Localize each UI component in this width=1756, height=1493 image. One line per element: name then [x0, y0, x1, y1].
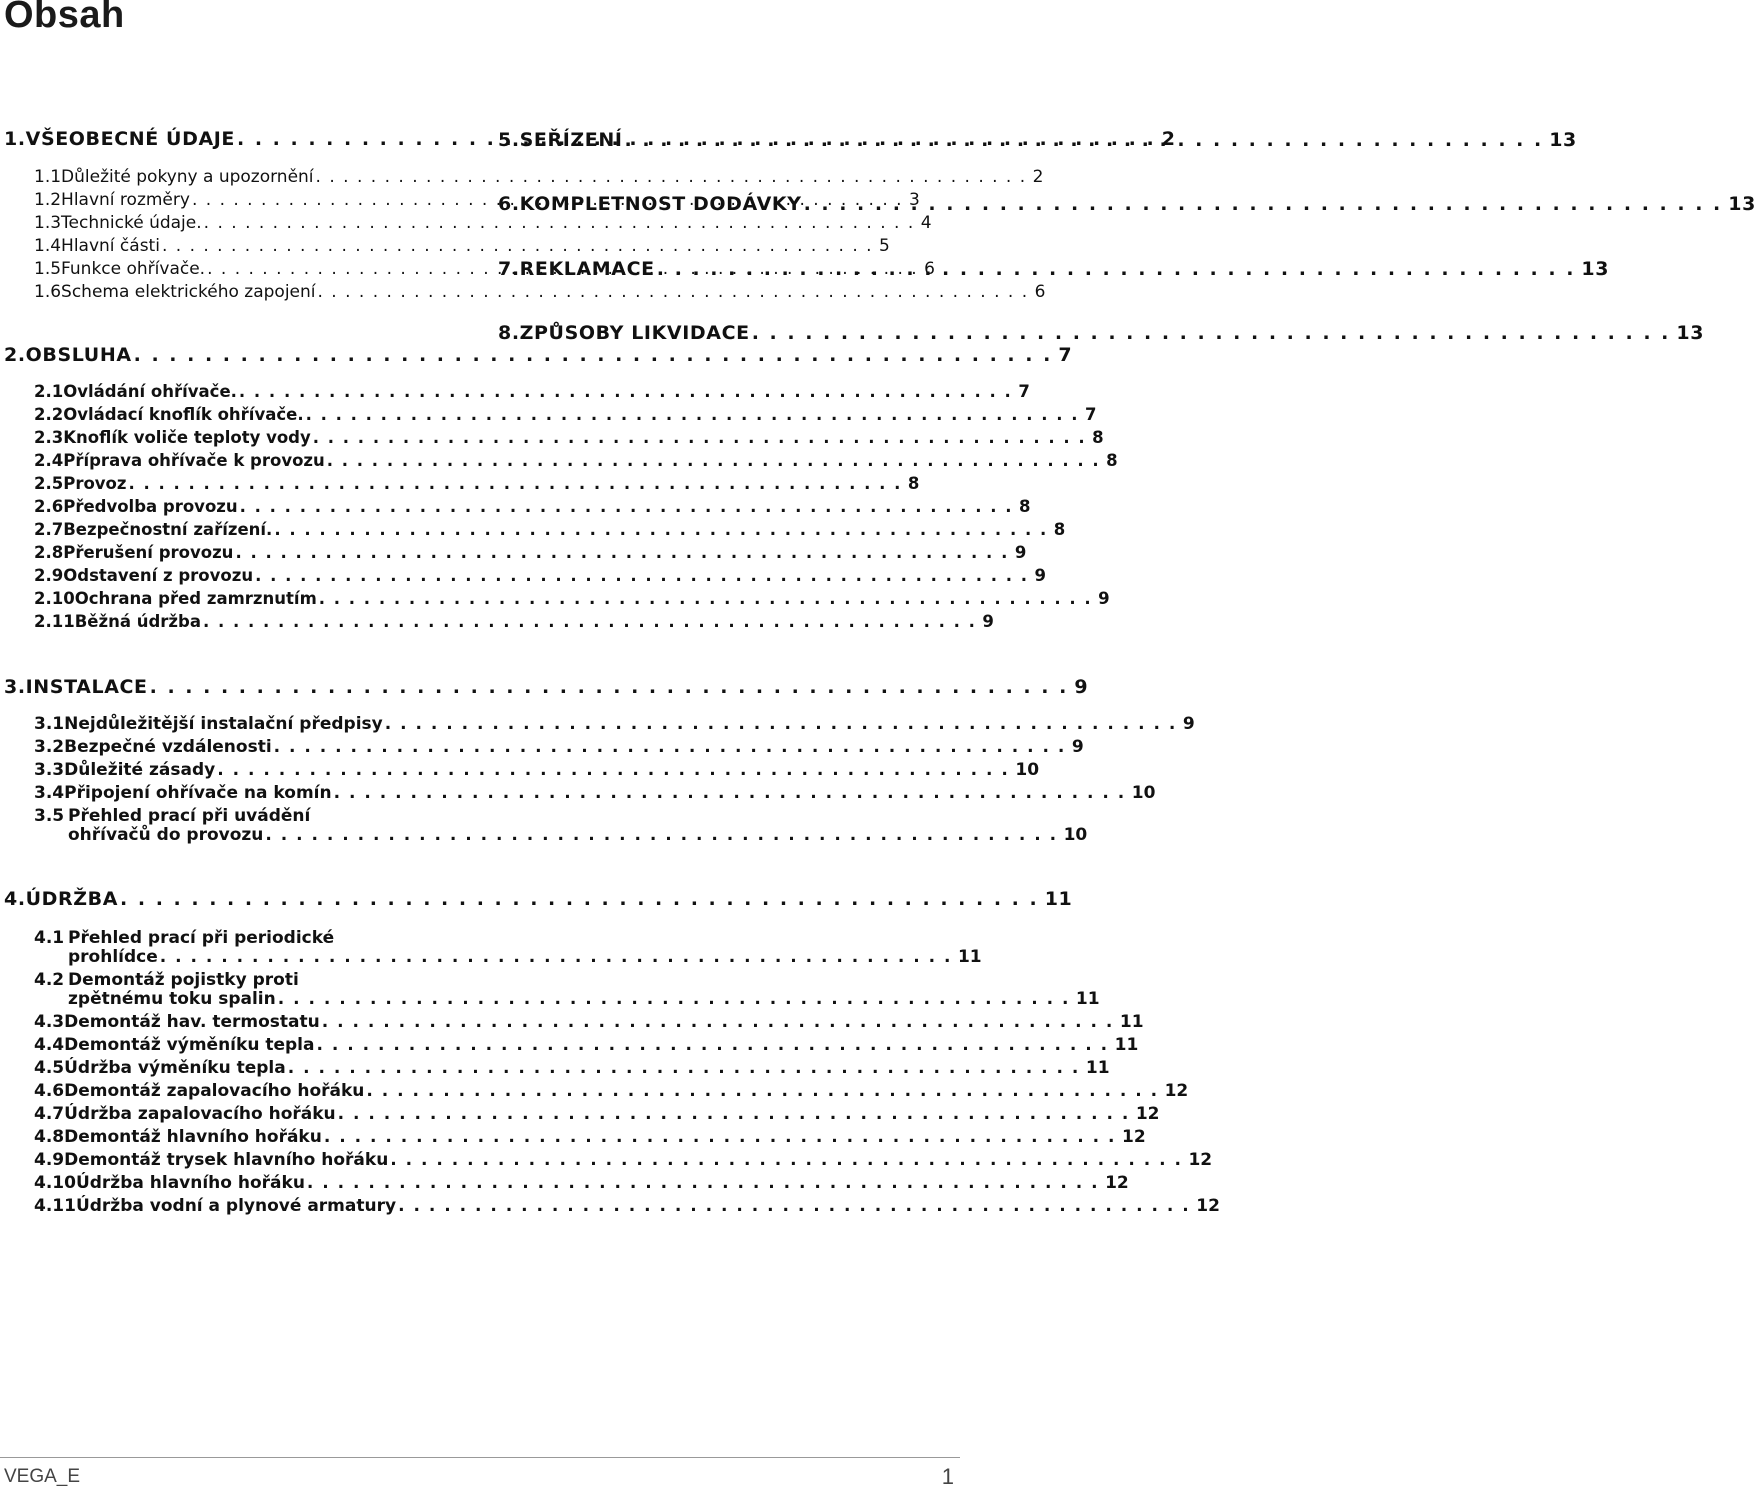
dot-leader: [215, 760, 1015, 780]
dot-leader: [148, 676, 1075, 698]
dot-leader: [336, 1104, 1136, 1124]
toc-label: Ochrana před zamrznutím: [74, 589, 317, 608]
toc-page: 13: [1581, 258, 1610, 280]
toc-number: 8.: [498, 322, 520, 344]
toc-number: 2.4: [34, 451, 64, 470]
toc-label: Běžná údržba: [74, 612, 201, 631]
toc-number: 3.4: [34, 783, 65, 803]
toc-item-4-1-line1[interactable]: [34, 928, 334, 948]
toc-page: 11: [1119, 1012, 1144, 1032]
toc-number: 4.2: [34, 970, 65, 990]
toc-label: REKLAMACE: [519, 258, 655, 280]
dot-leader: [118, 888, 1045, 910]
toc-page: 8: [1092, 428, 1104, 447]
dot-leader: [623, 129, 1550, 151]
toc-label: Důležité pokyny a upozornění: [61, 167, 314, 187]
toc-number: 1.1: [34, 167, 62, 187]
toc-label: Odstavení z provozu: [63, 566, 254, 585]
toc-item-3-5-line2[interactable]: [68, 825, 1088, 851]
toc-page: 12: [1188, 1150, 1213, 1170]
toc-label: KOMPLETNOST DODÁVKY: [519, 193, 802, 215]
footer-divider: [0, 1457, 960, 1458]
toc-page: 12: [1164, 1081, 1189, 1101]
dot-leader: [237, 382, 1018, 401]
dot-leader: [364, 1081, 1164, 1101]
toc-number: 7.: [498, 258, 520, 280]
toc-label: Údržba hlavního hořáku: [75, 1173, 305, 1193]
toc-label: Údržba výměníku tepla: [64, 1058, 286, 1078]
toc-page: 12: [1122, 1127, 1146, 1147]
toc-number: 6.: [498, 193, 520, 215]
toc-label: ZPŮSOBY LIKVIDACE: [519, 322, 750, 344]
toc-number: 2.11: [34, 612, 75, 631]
toc-number: 4.4: [34, 1035, 65, 1055]
toc-label: Demontáž pojistky proti: [68, 970, 299, 990]
dot-leader: [314, 167, 1033, 187]
dot-leader: [311, 428, 1092, 447]
toc-page: 8: [1106, 451, 1118, 470]
toc-label: zpětnému toku spalin: [68, 989, 276, 1009]
toc-label: Hlavní rozměry: [61, 190, 190, 210]
toc-number: 1.2: [34, 190, 62, 210]
toc-label: OBSLUHA: [25, 344, 132, 366]
dot-leader: [383, 714, 1183, 734]
dot-leader: [314, 1035, 1114, 1055]
toc-page: 10: [1015, 760, 1040, 780]
toc-page: 9: [1071, 737, 1084, 757]
dot-leader: [201, 612, 982, 631]
toc-label: Připojení ohřívače na komín: [64, 783, 332, 803]
toc-label: Ovládání ohřívače.: [63, 382, 237, 401]
toc-label: ohřívačů do provozu: [68, 825, 264, 845]
toc-page: 8: [1053, 520, 1066, 539]
dot-leader: [320, 1012, 1120, 1032]
toc-number: 4.3: [34, 1012, 65, 1032]
toc-number: 2.5: [34, 474, 64, 493]
dot-leader: [316, 282, 1035, 302]
toc-label: Knoflík voliče teploty vody: [63, 428, 311, 447]
toc-page: 3: [909, 190, 920, 210]
toc-page: 9: [1098, 589, 1110, 608]
toc-page: 11: [1085, 1058, 1110, 1078]
toc-label: Provoz: [63, 474, 127, 493]
toc-number: 3.1: [34, 714, 65, 734]
toc-number: 1.4: [34, 236, 62, 256]
toc-number: 1.6: [34, 282, 62, 302]
toc-item-1-6[interactable]: [34, 282, 1046, 308]
toc-label: Předvolba provozu: [63, 497, 238, 516]
toc-page: 8: [1019, 497, 1031, 516]
toc-number: 4.7: [34, 1104, 65, 1124]
toc-label: Nejdůležitější instalační předpisy: [64, 714, 383, 734]
toc-page: 9: [982, 612, 994, 631]
toc-number: 4.6: [34, 1081, 65, 1101]
toc-number: 2.9: [34, 566, 64, 585]
toc-page: 7: [1058, 344, 1073, 366]
toc-number: 1.5: [34, 259, 62, 279]
toc-number: 3.5: [34, 806, 65, 826]
dot-leader: [304, 405, 1085, 424]
toc-chapter-3[interactable]: [4, 676, 1089, 702]
toc-page: 12: [1135, 1104, 1160, 1124]
toc-page: 9: [1014, 543, 1027, 562]
toc-label: Bezpečnostní zařízení.: [63, 520, 273, 539]
toc-number: 1.3: [34, 213, 62, 233]
dot-leader: [158, 947, 958, 967]
toc-number: 2.10: [34, 589, 75, 608]
toc-page: 9: [1074, 676, 1089, 698]
toc-page: 6: [1034, 282, 1046, 302]
toc-number: 4.10: [34, 1173, 76, 1193]
toc-label: Technické údaje.: [61, 213, 202, 233]
toc-chapter-2[interactable]: [4, 344, 1073, 370]
toc-page: 12: [1105, 1173, 1129, 1193]
toc-page: 8: [907, 474, 920, 493]
toc-page: 11: [1075, 989, 1100, 1009]
dot-leader: [802, 193, 1729, 215]
toc-label: VŠEOBECNÉ ÚDAJE: [25, 128, 236, 150]
toc-label: Přehled prací při uvádění: [68, 806, 311, 826]
toc-label: SEŘÍZENÍ: [519, 129, 623, 151]
toc-item-4-11[interactable]: [34, 1196, 1220, 1222]
toc-chapter-7[interactable]: [498, 258, 1610, 284]
toc-page: 2: [1032, 167, 1044, 187]
toc-number: 3.: [4, 676, 26, 698]
toc-number: 3.2: [34, 737, 65, 757]
toc-label: Demontáž hlavního hořáku: [64, 1127, 322, 1147]
toc-page: 13: [1728, 193, 1756, 215]
toc-page: 11: [1114, 1035, 1139, 1055]
dot-leader: [272, 737, 1072, 757]
page-title: Obsah: [4, 0, 125, 36]
toc-page: 11: [1044, 888, 1073, 910]
toc-label: Údržba zapalovacího hořáku: [64, 1104, 336, 1124]
toc-number: 2.7: [34, 520, 64, 539]
toc-number: 2.1: [34, 382, 64, 401]
toc-item-2-11[interactable]: [34, 612, 994, 638]
dot-leader: [305, 1173, 1105, 1193]
toc-label: Ovládací knoflík ohřívače.: [63, 405, 304, 424]
toc-chapter-6[interactable]: [498, 193, 1756, 219]
toc-number: 2.6: [34, 497, 64, 516]
dot-leader: [127, 474, 908, 493]
dot-leader: [322, 1127, 1122, 1147]
toc-page: 7: [1018, 382, 1030, 401]
toc-label: Příprava ohřívače k provozu: [63, 451, 325, 470]
toc-number: 4.5: [34, 1058, 65, 1078]
dot-leader: [286, 1058, 1086, 1078]
toc-chapter-5[interactable]: [498, 129, 1577, 155]
toc-number: 4.11: [34, 1196, 76, 1216]
toc-number: 4.: [4, 888, 26, 910]
dot-leader: [332, 783, 1132, 803]
toc-page: 2: [1161, 128, 1176, 150]
dot-leader: [325, 451, 1106, 470]
dot-leader: [317, 589, 1098, 608]
toc-page: 4: [920, 213, 932, 233]
toc-page: 11: [957, 947, 982, 967]
toc-page: 9: [1182, 714, 1195, 734]
toc-number: 2.8: [34, 543, 64, 562]
toc-page: 13: [1676, 322, 1705, 344]
footer-page-number: 1: [941, 1464, 954, 1489]
toc-page: 10: [1063, 825, 1088, 845]
toc-number: 3.3: [34, 760, 65, 780]
toc-page: 5: [879, 236, 890, 256]
toc-number: 2.2: [34, 405, 64, 424]
toc-label: Bezpečné vzdálenosti: [64, 737, 272, 757]
toc-chapter-4[interactable]: [4, 888, 1073, 914]
toc-label: Údržba vodní a plynové armatury: [75, 1196, 397, 1216]
toc-page: 13: [1549, 129, 1577, 151]
toc-chapter-8[interactable]: [498, 322, 1705, 348]
toc-label: prohlídce: [68, 947, 158, 967]
toc-number: 4.9: [34, 1150, 65, 1170]
toc-page: 10: [1131, 783, 1156, 803]
dot-leader: [238, 497, 1019, 516]
dot-leader: [233, 543, 1014, 562]
toc-label: Demontáž výměníku tepla: [64, 1035, 315, 1055]
dot-leader: [388, 1150, 1188, 1170]
dot-leader: [253, 566, 1034, 585]
dot-leader: [272, 520, 1053, 539]
dot-leader: [160, 236, 879, 256]
dot-leader: [655, 258, 1582, 280]
toc-item-3-5-line1[interactable]: [34, 806, 310, 826]
toc-label: Schema elektrického zapojení: [61, 282, 316, 302]
toc-label: Funkce ohřívače.: [61, 259, 206, 279]
toc-number: 2.: [4, 344, 26, 366]
toc-number: 4.1: [34, 928, 65, 948]
toc-page: 6: [924, 259, 935, 279]
toc-number: 1.: [4, 128, 26, 150]
toc-label: ÚDRŽBA: [25, 888, 119, 910]
toc-label: Přerušení provozu: [63, 543, 234, 562]
toc-label: Hlavní části: [61, 236, 160, 256]
toc-label: Důležité zásady: [64, 760, 216, 780]
toc-page: 9: [1034, 566, 1046, 585]
toc-page: 7: [1085, 405, 1097, 424]
toc-page: 12: [1196, 1196, 1220, 1216]
toc-label: Demontáž trysek hlavního hořáku: [64, 1150, 389, 1170]
dot-leader: [396, 1196, 1196, 1216]
dot-leader: [276, 989, 1076, 1009]
footer-document-code: VEGA_E: [4, 1466, 81, 1487]
dot-leader: [750, 322, 1677, 344]
toc-number: 5.: [498, 129, 520, 151]
toc-label: Demontáž zapalovacího hořáku: [64, 1081, 365, 1101]
toc-item-4-2-line1[interactable]: [34, 970, 299, 990]
toc-label: Přehled prací při periodické: [68, 928, 335, 948]
toc-label: INSTALACE: [25, 676, 148, 698]
toc-number: 2.3: [34, 428, 64, 447]
toc-label: Demontáž hav. termostatu: [64, 1012, 320, 1032]
toc-number: 4.8: [34, 1127, 65, 1147]
dot-leader: [263, 825, 1063, 845]
